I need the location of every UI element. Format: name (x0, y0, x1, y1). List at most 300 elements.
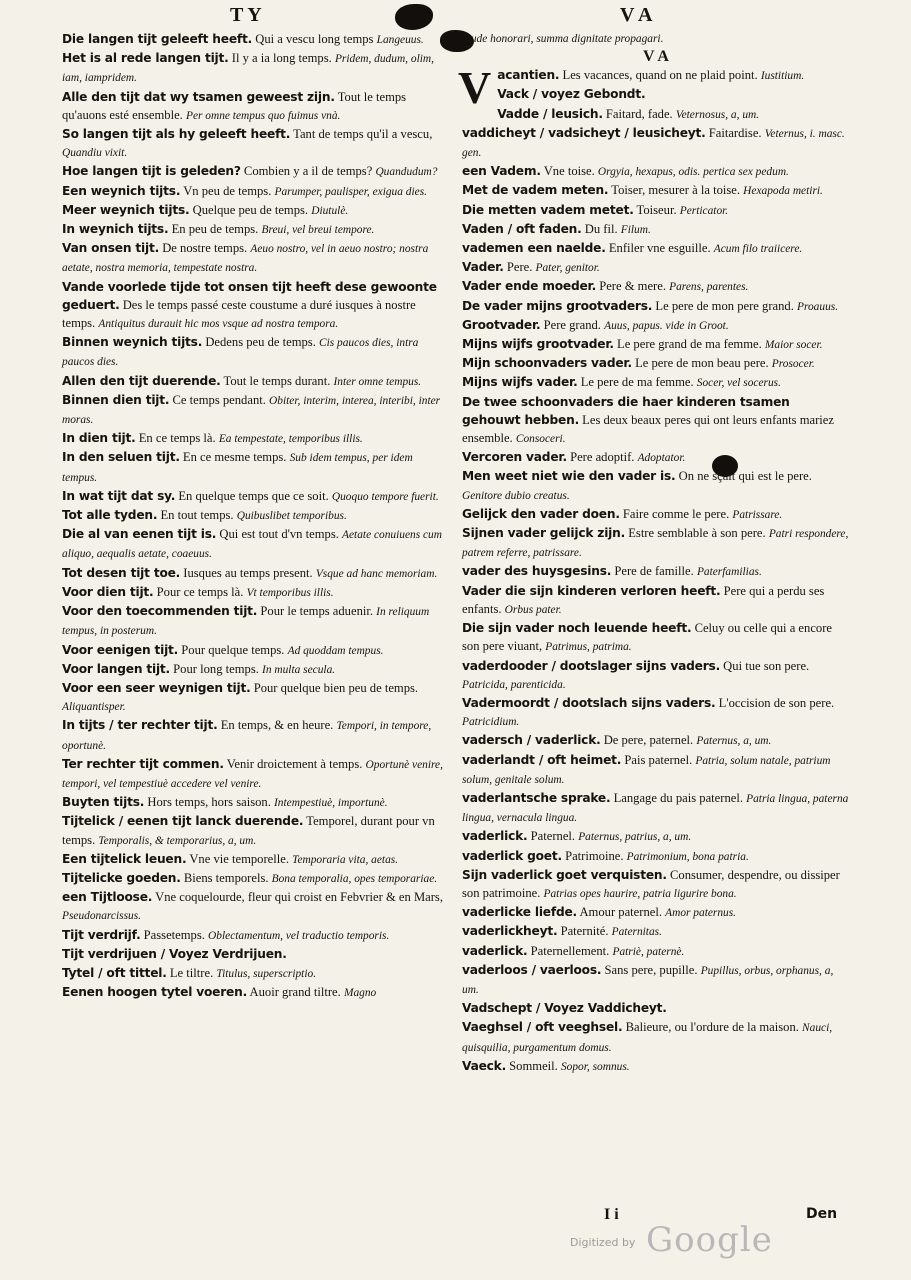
entry-french: Qui tue son pere. (723, 658, 810, 673)
entry-headword: Voor dien tijt. (62, 584, 154, 599)
entry-headword: Tijtelick / eenen tijt lanck duerende. (62, 814, 304, 829)
entry-headword: Een weynich tijts. (62, 183, 181, 198)
entry-headword: Vercoren vader. (462, 450, 567, 465)
right-continuation: laude honorari, summa dignitate propagari. (462, 33, 664, 45)
dictionary-entry (462, 942, 850, 961)
dictionary-entry (62, 49, 450, 87)
dictionary-entry (462, 657, 850, 694)
dictionary-entry (62, 333, 450, 371)
entry-french: Pere & mere. (599, 279, 666, 294)
dictionary-entry (62, 964, 450, 983)
entry-latin: Antiquitus durauit hic mos vsque ad nostra tempora. (98, 318, 339, 331)
entry-headword: Mijn schoonvaders vader. (462, 356, 632, 371)
entry-headword: vaderlandt / oft heimet. (462, 752, 622, 767)
dictionary-entry (462, 201, 850, 220)
entry-french: Faire comme le pere. (622, 506, 730, 521)
entry-headword: Een tijtelick leuen. (62, 851, 187, 866)
entry-headword: Tijtelicke goeden. (62, 870, 181, 885)
entry-headword: vaderlickheyt. (462, 924, 558, 939)
entry-headword: vaderlick goet. (462, 848, 562, 863)
entry-latin: Amor paternus. (665, 907, 737, 920)
entry-french: Pere de famille. (614, 564, 694, 579)
entry-latin: Patrimonium, bona patria. (626, 850, 749, 863)
entry-latin: Ad quoddam tempus. (287, 644, 384, 657)
entry-latin: Oportunè venire, tempori, vel tempestiuè accedere vel venire. (62, 758, 443, 790)
dictionary-entry (462, 562, 850, 581)
entry-french: Dedens peu de temps. (205, 335, 316, 350)
entry-headword: Eenen hoogen tytel voeren. (62, 985, 248, 1000)
entry-headword: De vader mijns grootvaders. (462, 298, 653, 313)
header-left: T Y (230, 4, 262, 26)
entry-headword: In den seluen tijt. (62, 450, 180, 465)
entry-headword: Voor een seer weynigen tijt. (62, 680, 251, 695)
entry-latin: Inter omne tempus. (333, 375, 422, 388)
entry-latin: Consoceri. (515, 433, 566, 446)
entry-headword: Binnen weynich tijts. (62, 335, 203, 350)
entry-french: Pour ce temps là. (156, 584, 244, 599)
entry-headword: vaderlick. (462, 943, 528, 958)
entry-headword: Vaeghsel / oft veeghsel. (462, 1020, 623, 1035)
dictionary-entry (62, 888, 450, 925)
entry-french: En ce temps là. (138, 431, 216, 446)
entry-french: Pere adoptif. (570, 450, 635, 465)
entry-headword: Vaeck. (462, 1058, 507, 1073)
entry-latin: Filum. (620, 223, 651, 236)
dictionary-entry (62, 812, 450, 849)
dictionary-entry (62, 391, 450, 429)
dictionary-entry (462, 582, 850, 619)
entry-latin: Bona temporalia, opes temporariae. (271, 872, 438, 885)
digitized-by-label: Digitized by (570, 1236, 636, 1249)
dictionary-entry (462, 903, 850, 922)
entry-latin: Paternus, a, um. (696, 735, 772, 748)
entry-french: Paternellement. (530, 943, 610, 958)
entry-headword: So langen tijt als hy geleeft heeft. (62, 127, 291, 142)
entry-french: Sommeil. (509, 1058, 558, 1073)
dictionary-entry (62, 793, 450, 812)
entry-headword: Grootvader. (462, 317, 541, 332)
entry-latin: Orgyia, hexapus, odis. pertica sex pedum. (597, 166, 789, 179)
entry-latin: Nauci, quisquilia, purgamentum domus. (462, 1022, 833, 1054)
entry-latin: Iustitium. (760, 70, 805, 83)
entry-latin: Paterfamilias. (696, 566, 762, 579)
entry-headword: Die al van eenen tijt is. (62, 527, 217, 542)
entry-latin: Patria lingua, paterna lingua, vernacula lingua. (462, 792, 849, 825)
dictionary-entry (462, 335, 850, 354)
entry-latin: Patri respondere, patrem referre, patrissare. (462, 528, 849, 560)
entry-latin: Aliquantisper. (62, 701, 126, 714)
entry-latin: Parumper, paulisper, exigua dies. (274, 185, 427, 198)
entry-latin: Veternus, i. masc. gen. (462, 127, 845, 160)
dictionary-entry (462, 922, 850, 941)
entry-headword: Die sijn vader noch leuende heeft. (462, 621, 692, 636)
entry-latin: Patrimus, patrima. (545, 641, 632, 654)
google-watermark: Google (646, 1220, 773, 1260)
entry-french: Pere grand. (543, 317, 601, 332)
entry-latin: Socer, vel socerus. (696, 377, 781, 390)
left-column (62, 30, 450, 1002)
dictionary-entry (62, 182, 450, 201)
right-entries (458, 62, 850, 1076)
entry-latin: Patrissare. (732, 508, 783, 521)
dictionary-entry (462, 751, 850, 789)
entry-headword: In dien tijt. (62, 431, 136, 446)
entry-headword: een Tijtloose. (62, 890, 153, 905)
entry-french: Iusques au temps present. (183, 565, 313, 580)
entry-headword: Met de vadem meten. (462, 183, 609, 198)
entry-french: En temps, & en heure. (220, 718, 334, 733)
entry-latin: Temporaria vita, aetas. (292, 853, 399, 866)
dictionary-entry (462, 789, 850, 827)
dictionary-entry (62, 564, 450, 583)
entry-latin: Pupillus, orbus, orphanus, a, um. (462, 964, 834, 996)
entry-french: Il y a ia long temps. (231, 51, 332, 66)
right-column (458, 30, 850, 1076)
entry-french: Le pere de mon beau pere. (635, 356, 769, 371)
dictionary-entry (462, 393, 850, 449)
entry-french: Le pere de mon pere grand. (655, 298, 794, 313)
entry-headword: Die langen tijt geleeft heeft. (62, 32, 253, 46)
entry-french: Les deux beaux peres qui ont leurs enfants mariez ensemble. (462, 412, 834, 446)
entry-latin: Pridem, dudum, olim, iam, iampridem. (62, 53, 434, 85)
dictionary-entry (62, 660, 450, 679)
entry-french: Pour le temps aduenir. (260, 604, 374, 619)
entry-french: Pais paternel. (624, 752, 693, 767)
dictionary-entry (462, 524, 850, 562)
entry-latin: Orbus pater. (504, 603, 562, 616)
entry-latin: Aeuo nostro, vel in aeuo nostro; nostra aetate, nostra memoria, tempestate nostra. (62, 243, 429, 275)
entry-latin: Langeuus. (376, 34, 424, 46)
entry-french: Qui a vescu long temps (255, 32, 374, 46)
entry-latin: Diutulè. (311, 204, 349, 217)
entry-headword: vademen een naelde. (462, 241, 606, 256)
entry-headword: Buyten tijts. (62, 795, 145, 810)
page-footer (0, 1206, 911, 1266)
entry-french: Qui est tout d'vn temps. (219, 527, 339, 542)
entry-french: Vne toise. (543, 164, 595, 179)
entry-headword: In wat tijt dat sy. (62, 488, 176, 503)
entry-french: Temporel, durant pour vn temps. (62, 814, 435, 847)
dictionary-entry (462, 1057, 850, 1076)
entry-headword: Men weet niet wie den vader is. (462, 469, 676, 484)
dictionary-entry (462, 316, 850, 335)
entry-latin: Patria, solum natale, patrium solum, genitale solum. (462, 754, 831, 786)
entry-headword: Voor langen tijt. (62, 661, 170, 676)
dictionary-entry (62, 850, 450, 869)
dictionary-entry (62, 201, 450, 220)
entry-headword: De twee schoonvaders die haer kinderen tsamen gehouwt hebben. (462, 394, 790, 427)
dictionary-entry (462, 847, 850, 866)
dictionary-entry (462, 467, 850, 504)
entry-french: Tout le temps qu'auons esté ensemble. (62, 89, 407, 122)
entry-french: Pour quelque bien peu de temps. (253, 680, 419, 695)
dictionary-entry (62, 429, 450, 448)
entry-latin: Sub idem tempus, per idem tempus. (62, 452, 413, 484)
entry-latin: Intempestiuè, importunè. (274, 797, 388, 810)
dictionary-entry (62, 641, 450, 660)
entry-latin: Sopor, somnus. (560, 1060, 630, 1073)
entry-latin: Quandudum? (375, 166, 438, 179)
entry-latin: Magno (343, 987, 377, 1000)
header-right: V A (620, 4, 653, 26)
dictionary-entry (462, 505, 850, 524)
entry-latin: Ea tempestate, temporibus illis. (218, 433, 363, 446)
dictionary-entry (62, 755, 450, 793)
entry-french: Balieure, ou l'ordure de la maison. (625, 1020, 799, 1035)
entry-french: Pour quelque temps. (181, 642, 285, 657)
entry-french: L'occision de son pere. (718, 695, 835, 710)
dictionary-entry (462, 258, 850, 277)
entry-latin: Acum filo traiicere. (713, 243, 803, 256)
entry-latin: Proauus. (797, 300, 839, 313)
dictionary-entry (62, 983, 450, 1002)
entry-latin: Patrias opes haurire, patria ligurire bona. (543, 887, 737, 900)
entry-french: Patrimoine. (565, 848, 624, 863)
entry-french: Du fil. (584, 221, 618, 236)
entry-french: Tout le temps durant. (223, 373, 331, 388)
dictionary-entry (62, 679, 450, 716)
entry-french: Paternité. (560, 924, 609, 939)
entry-french: Sans pere, pupille. (604, 962, 698, 977)
entry-latin: Hexapoda metiri. (743, 185, 823, 198)
dictionary-entry (462, 1018, 850, 1056)
entry-headword: acantien. (497, 68, 560, 83)
entry-latin: Prosocer. (771, 358, 815, 371)
entry-french: Passetemps. (143, 927, 205, 942)
dictionary-entry (462, 354, 850, 373)
entry-french: Enfiler vne esguille. (608, 241, 711, 256)
entry-french: En quelque temps que ce soit. (178, 488, 329, 503)
page-header (60, 4, 860, 30)
entry-headword: vaderloos / vaerloos. (462, 962, 602, 977)
entry-french: Vne coquelourde, fleur qui croist en Febvrier & en Mars, (155, 890, 443, 905)
entry-french: Venir droictement à temps. (226, 756, 363, 771)
dictionary-entry (462, 373, 850, 392)
drop-cap: V (458, 62, 492, 114)
entry-latin: Per omne tempus quo fuimus vnà. (185, 109, 341, 122)
dictionary-entry (62, 716, 450, 754)
dictionary-entry (62, 945, 450, 964)
entry-latin: Veternosus, a, um. (675, 108, 760, 121)
entry-headword: Van onsen tijt. (62, 241, 160, 256)
dictionary-entry (62, 869, 450, 888)
entry-headword: Sijn vaderlick goet verquisten. (462, 867, 667, 882)
entry-headword: Het is al rede langen tijt. (62, 51, 229, 66)
dictionary-entry (62, 88, 450, 125)
entry-french: Le pere grand de ma femme. (617, 337, 762, 352)
entry-french: Vne vie temporelle. (189, 851, 289, 866)
entry-latin: Patricida, parenticida. (462, 678, 566, 691)
entry-french: On ne sçait qui est le pere. (678, 469, 812, 484)
entry-french: Hors temps, hors saison. (147, 795, 271, 810)
dictionary-entry (462, 105, 850, 124)
dictionary-entry (462, 827, 850, 846)
entry-latin: Pseudonarcissus. (62, 910, 141, 923)
entry-headword: Gelijck den vader doen. (462, 506, 620, 521)
dictionary-entry (462, 277, 850, 296)
dictionary-entry (462, 297, 850, 316)
entry-french: Faitardise. (708, 125, 762, 140)
entry-headword: Die metten vadem metet. (462, 202, 634, 217)
dictionary-entry (462, 85, 850, 104)
dictionary-entry (62, 278, 450, 334)
entry-latin: Patricidium. (462, 716, 520, 729)
entry-french: Biens temporels. (183, 870, 269, 885)
entry-french: Des le temps passé ceste coustume a duré iusques à nostre temps. (62, 297, 416, 331)
entry-french: Le pere de ma femme. (580, 375, 694, 390)
dictionary-entry (462, 619, 850, 656)
entry-french: Quelque peu de temps. (192, 202, 309, 217)
entry-latin: Patriè, paternè. (612, 945, 685, 958)
entry-latin: Obiter, interim, interea, interibi, inter moras. (62, 394, 441, 427)
entry-headword: In weynich tijts. (62, 222, 169, 237)
entry-headword: vadersch / vaderlick. (462, 733, 601, 748)
entry-headword: Meer weynich tijts. (62, 202, 190, 217)
entry-french: Pere. (506, 260, 533, 275)
dictionary-entry (462, 731, 850, 750)
entry-latin: Oblectamentum, vel traductio temporis. (208, 929, 390, 942)
dictionary-entry (62, 448, 450, 486)
dictionary-entry (462, 239, 850, 258)
entry-latin: Perticator. (679, 204, 729, 217)
dictionary-entry (62, 372, 450, 391)
entry-latin: Paternitas. (611, 926, 662, 939)
dictionary-entry (462, 866, 850, 903)
entry-latin: In reliquum tempus, in posterum. (62, 606, 430, 638)
entry-headword: Tijt verdrijf. (62, 927, 141, 942)
entry-headword: In tijts / ter rechter tijt. (62, 718, 218, 733)
entry-headword: vaderlicke liefde. (462, 905, 577, 920)
dictionary-entry (62, 239, 450, 277)
dictionary-entry (462, 961, 850, 999)
entry-headword: Ter rechter tijt commen. (62, 756, 224, 771)
dictionary-entry (462, 181, 850, 200)
entry-latin: Paternus, patrius, a, um. (578, 831, 692, 844)
entry-headword: vaddicheyt / vadsicheyt / leusicheyt. (462, 125, 706, 140)
entry-french: En tout temps. (160, 508, 234, 523)
catchword: Den (806, 1206, 838, 1222)
dictionary-entry (462, 694, 850, 731)
dictionary-entry (62, 602, 450, 640)
entry-headword: Voor eenigen tijt. (62, 642, 179, 657)
entry-headword: Tot alle tyden. (62, 508, 158, 523)
entry-headword: Vadde / leusich. (497, 106, 603, 121)
entry-latin: Temporalis, & temporarius, a, um. (98, 834, 257, 847)
entry-latin: Vsque ad hanc memoriam. (315, 567, 438, 580)
entry-headword: Voor den toecommenden tijt. (62, 604, 258, 619)
entry-headword: Vadermoordt / dootslach sijns vaders. (462, 695, 716, 710)
dictionary-entry (62, 220, 450, 239)
entry-headword: Vack / voyez Gebondt. (497, 87, 646, 102)
dictionary-entry (62, 125, 450, 162)
entry-french: Faitard, fade. (605, 106, 673, 121)
entry-french: Auoir grand tiltre. (249, 985, 341, 1000)
entry-french: Celuy ou celle qui a encore son pere viuant, (462, 621, 832, 654)
entry-latin: Breui, vel breui tempore. (261, 224, 375, 237)
entry-headword: Binnen dien tijt. (62, 392, 170, 407)
entry-latin: Adoptator. (637, 452, 686, 465)
dictionary-entry (62, 487, 450, 506)
entry-latin: In multa secula. (262, 663, 336, 676)
entry-headword: Sijnen vader gelijck zijn. (462, 526, 626, 541)
dictionary-entry (462, 220, 850, 239)
entry-latin: Quoquo tempore fuerit. (331, 490, 439, 503)
entry-headword: vaderlantsche sprake. (462, 790, 611, 805)
entry-french: De nostre temps. (162, 241, 248, 256)
entry-headword: Vader die sijn kinderen verloren heeft. (462, 583, 721, 598)
entry-latin: Tempori, in tempore, oportunè. (62, 720, 432, 752)
signature-mark: I i (604, 1206, 619, 1223)
dictionary-entry (62, 926, 450, 945)
entry-french: De pere, paternel. (603, 733, 694, 748)
entry-french: Vn peu de temps. (183, 183, 272, 198)
entry-headword: Tytel / oft tittel. (62, 965, 167, 980)
entry-latin: Vt temporibus illis. (246, 586, 334, 599)
entry-french: Paternel. (530, 829, 576, 844)
entry-latin: Titulus, superscriptio. (216, 967, 317, 980)
entry-french: Toiseur. (636, 202, 677, 217)
entry-french: Pere qui a perdu ses enfants. (462, 583, 825, 616)
entry-latin: Quandiu vixit. (62, 147, 128, 160)
entry-french: Les vacances, quand on ne plaid point. (562, 68, 758, 83)
entry-french: Langage du pais paternel. (613, 790, 743, 805)
entry-french: Estre semblable à son pere. (628, 526, 766, 541)
entry-french: Le tiltre. (169, 965, 214, 980)
dictionary-entry (62, 525, 450, 563)
dictionary-entry (462, 999, 850, 1018)
entry-headword: Vande voorlede tijde tot onsen tijt heeft dese gewoonte geduert. (62, 279, 437, 312)
entry-french: En peu de temps. (171, 222, 259, 237)
dictionary-entry (62, 583, 450, 602)
entry-latin: Genitore dubio creatus. (462, 489, 570, 502)
entry-headword: Mijns wijfs grootvader. (462, 337, 614, 352)
entry-latin: Cis paucos dies, intra paucos dies. (62, 337, 419, 369)
entry-headword: Tot desen tijt toe. (62, 565, 181, 580)
entry-french: Combien y a il de temps? (243, 164, 373, 179)
entry-latin: Pater, genitor. (535, 262, 600, 275)
entry-french: Pour long temps. (173, 661, 259, 676)
entry-headword: Vaden / oft faden. (462, 221, 582, 236)
entry-french: En ce mesme temps. (182, 450, 287, 465)
entry-headword: Tijt verdrijuen / Voyez Verdrijuen. (62, 946, 287, 961)
entry-headword: vaderdooder / dootslager sijns vaders. (462, 658, 721, 673)
dictionary-entry (62, 30, 450, 49)
dictionary-entry (62, 162, 450, 181)
entry-headword: Mijns wijfs vader. (462, 375, 578, 390)
entry-latin: Parens, parentes. (669, 281, 749, 294)
entry-latin: Auus, papus. vide in Groot. (604, 319, 729, 332)
section-heading: V A (643, 48, 669, 66)
entry-latin: Maior socer. (764, 339, 823, 352)
entry-headword: Vader ende moeder. (462, 279, 597, 294)
entry-headword: Hoe langen tijt is geleden? (62, 164, 241, 179)
entry-headword: vader des huysgesins. (462, 564, 612, 579)
entry-french: Toiser, mesurer à la toise. (611, 183, 741, 198)
entry-headword: een Vadem. (462, 164, 541, 179)
entry-french: Tant de temps qu'il a vescu, (293, 127, 433, 142)
entry-headword: Alle den tijt dat wy tsamen geweest zijn. (62, 89, 335, 104)
entry-latin: Quibuslibet temporibus. (236, 510, 347, 523)
entry-latin: Aetate conuiuens cum aliquo, aequalis aetate, coaeuus. (62, 529, 442, 561)
dictionary-entry (462, 448, 850, 467)
entry-headword: vaderlick. (462, 829, 528, 844)
entry-headword: Vadschept / Voyez Vaddicheyt. (462, 1001, 667, 1016)
entry-headword: Vader. (462, 260, 504, 275)
entry-french: Consumer, despendre, ou dissiper son patrimoine. (462, 867, 840, 900)
entry-headword: Allen den tijt duerende. (62, 373, 221, 388)
dictionary-entry (62, 506, 450, 525)
dictionary-entry (462, 124, 850, 162)
